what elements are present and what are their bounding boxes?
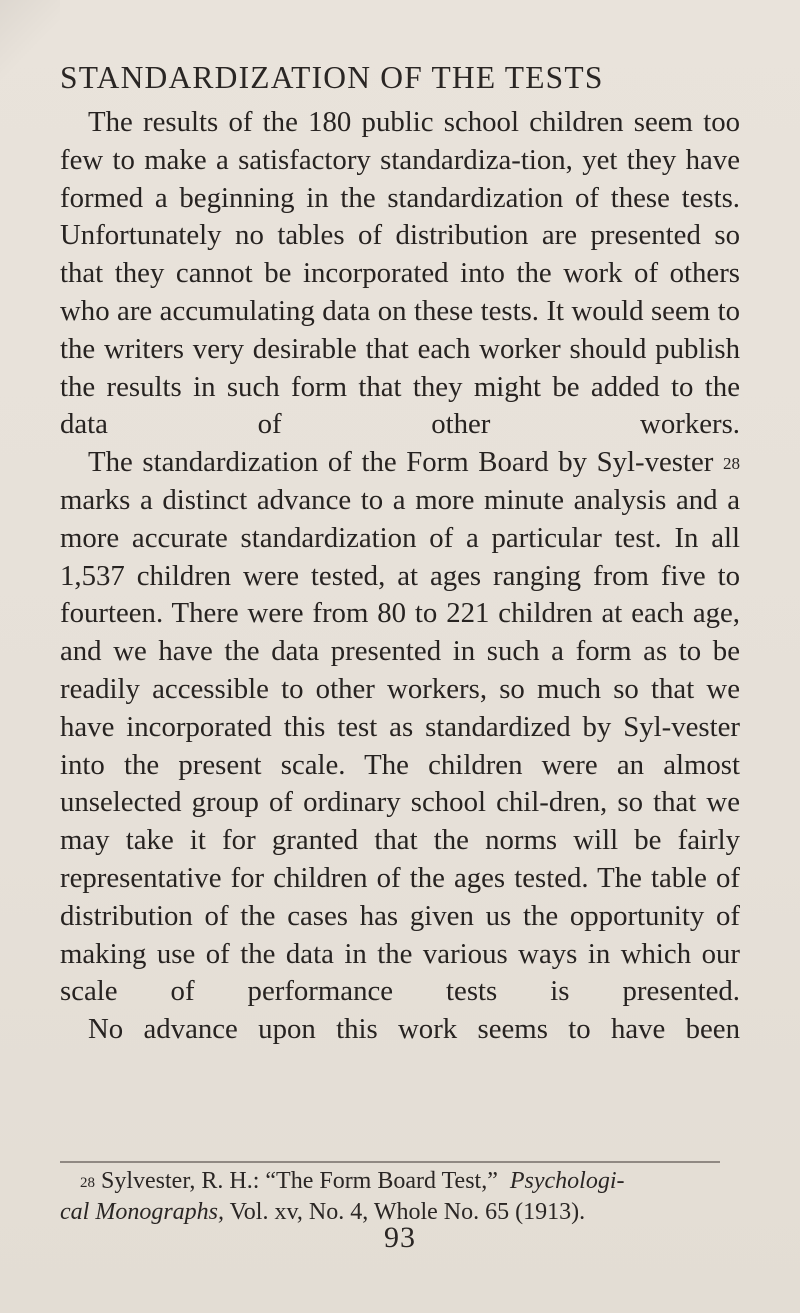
footnote-line-1 bbox=[60, 1166, 760, 1197]
paragraph-3 bbox=[60, 1011, 740, 1049]
paragraph-2 bbox=[60, 444, 740, 1011]
footnote-journal-part1: Psychologi- bbox=[509, 1168, 625, 1194]
footnote bbox=[60, 1166, 760, 1228]
paragraph-2-text-end: marks a distinct advance to a more minute analysis and a more accurate standardization of a particular test. In all 1,537 children were tested, at ages ranging from five to fourteen. There were from 80 to 221 children at each age, and we have the data presented in such a form as to be readily accessible to other workers, so much so that we have incorporated this test as standardized by Syl-vester into the present scale. The children were an almost unselected group of ordinary school chil-dren, so that we may take it for granted that the norms will be fairly representative for children of the ages tested. The table of distribution of the cases has given us the opportunity of making use of the data in the various ways in which our scale of performance tests is presented. bbox=[60, 483, 740, 1008]
footnote-title: “The Form Board Test,” bbox=[265, 1168, 498, 1194]
paragraph-1 bbox=[60, 104, 740, 444]
page-number: 93 bbox=[384, 1221, 416, 1254]
body-text bbox=[60, 104, 740, 1049]
paragraph-3-text: No advance upon this work seems to have been bbox=[88, 1013, 740, 1046]
footnote-details: Vol. xv, No. 4, Whole No. 65 (1913). bbox=[224, 1199, 586, 1225]
footnote-reference: 28 bbox=[723, 454, 740, 474]
running-head: STANDARDIZATION OF THE TESTS bbox=[60, 60, 604, 95]
paragraph-2-text-start: The standardization of the Form Board by Syl-vester bbox=[88, 446, 714, 479]
footnote-journal-part2: cal Monographs, bbox=[60, 1199, 224, 1225]
page-crease-shadow bbox=[0, 0, 60, 80]
footnote-author: Sylvester, R. H.: bbox=[95, 1168, 266, 1194]
paragraph-1-text: The results of the 180 public school children seem too few to make a satisfactory standardiza-tion, yet they have formed a beginning in the standardization of these tests. Unfortunately no tables of distribution are presented so that they cannot be incorporated into the work of others who are accumulating data on these tests. It would seem to the writers very desirable that each worker should publish the results in such form that they might be added to the data of other workers. bbox=[60, 106, 740, 441]
footnote-number: 28 bbox=[80, 1175, 95, 1191]
footnote-rule bbox=[60, 1161, 720, 1163]
